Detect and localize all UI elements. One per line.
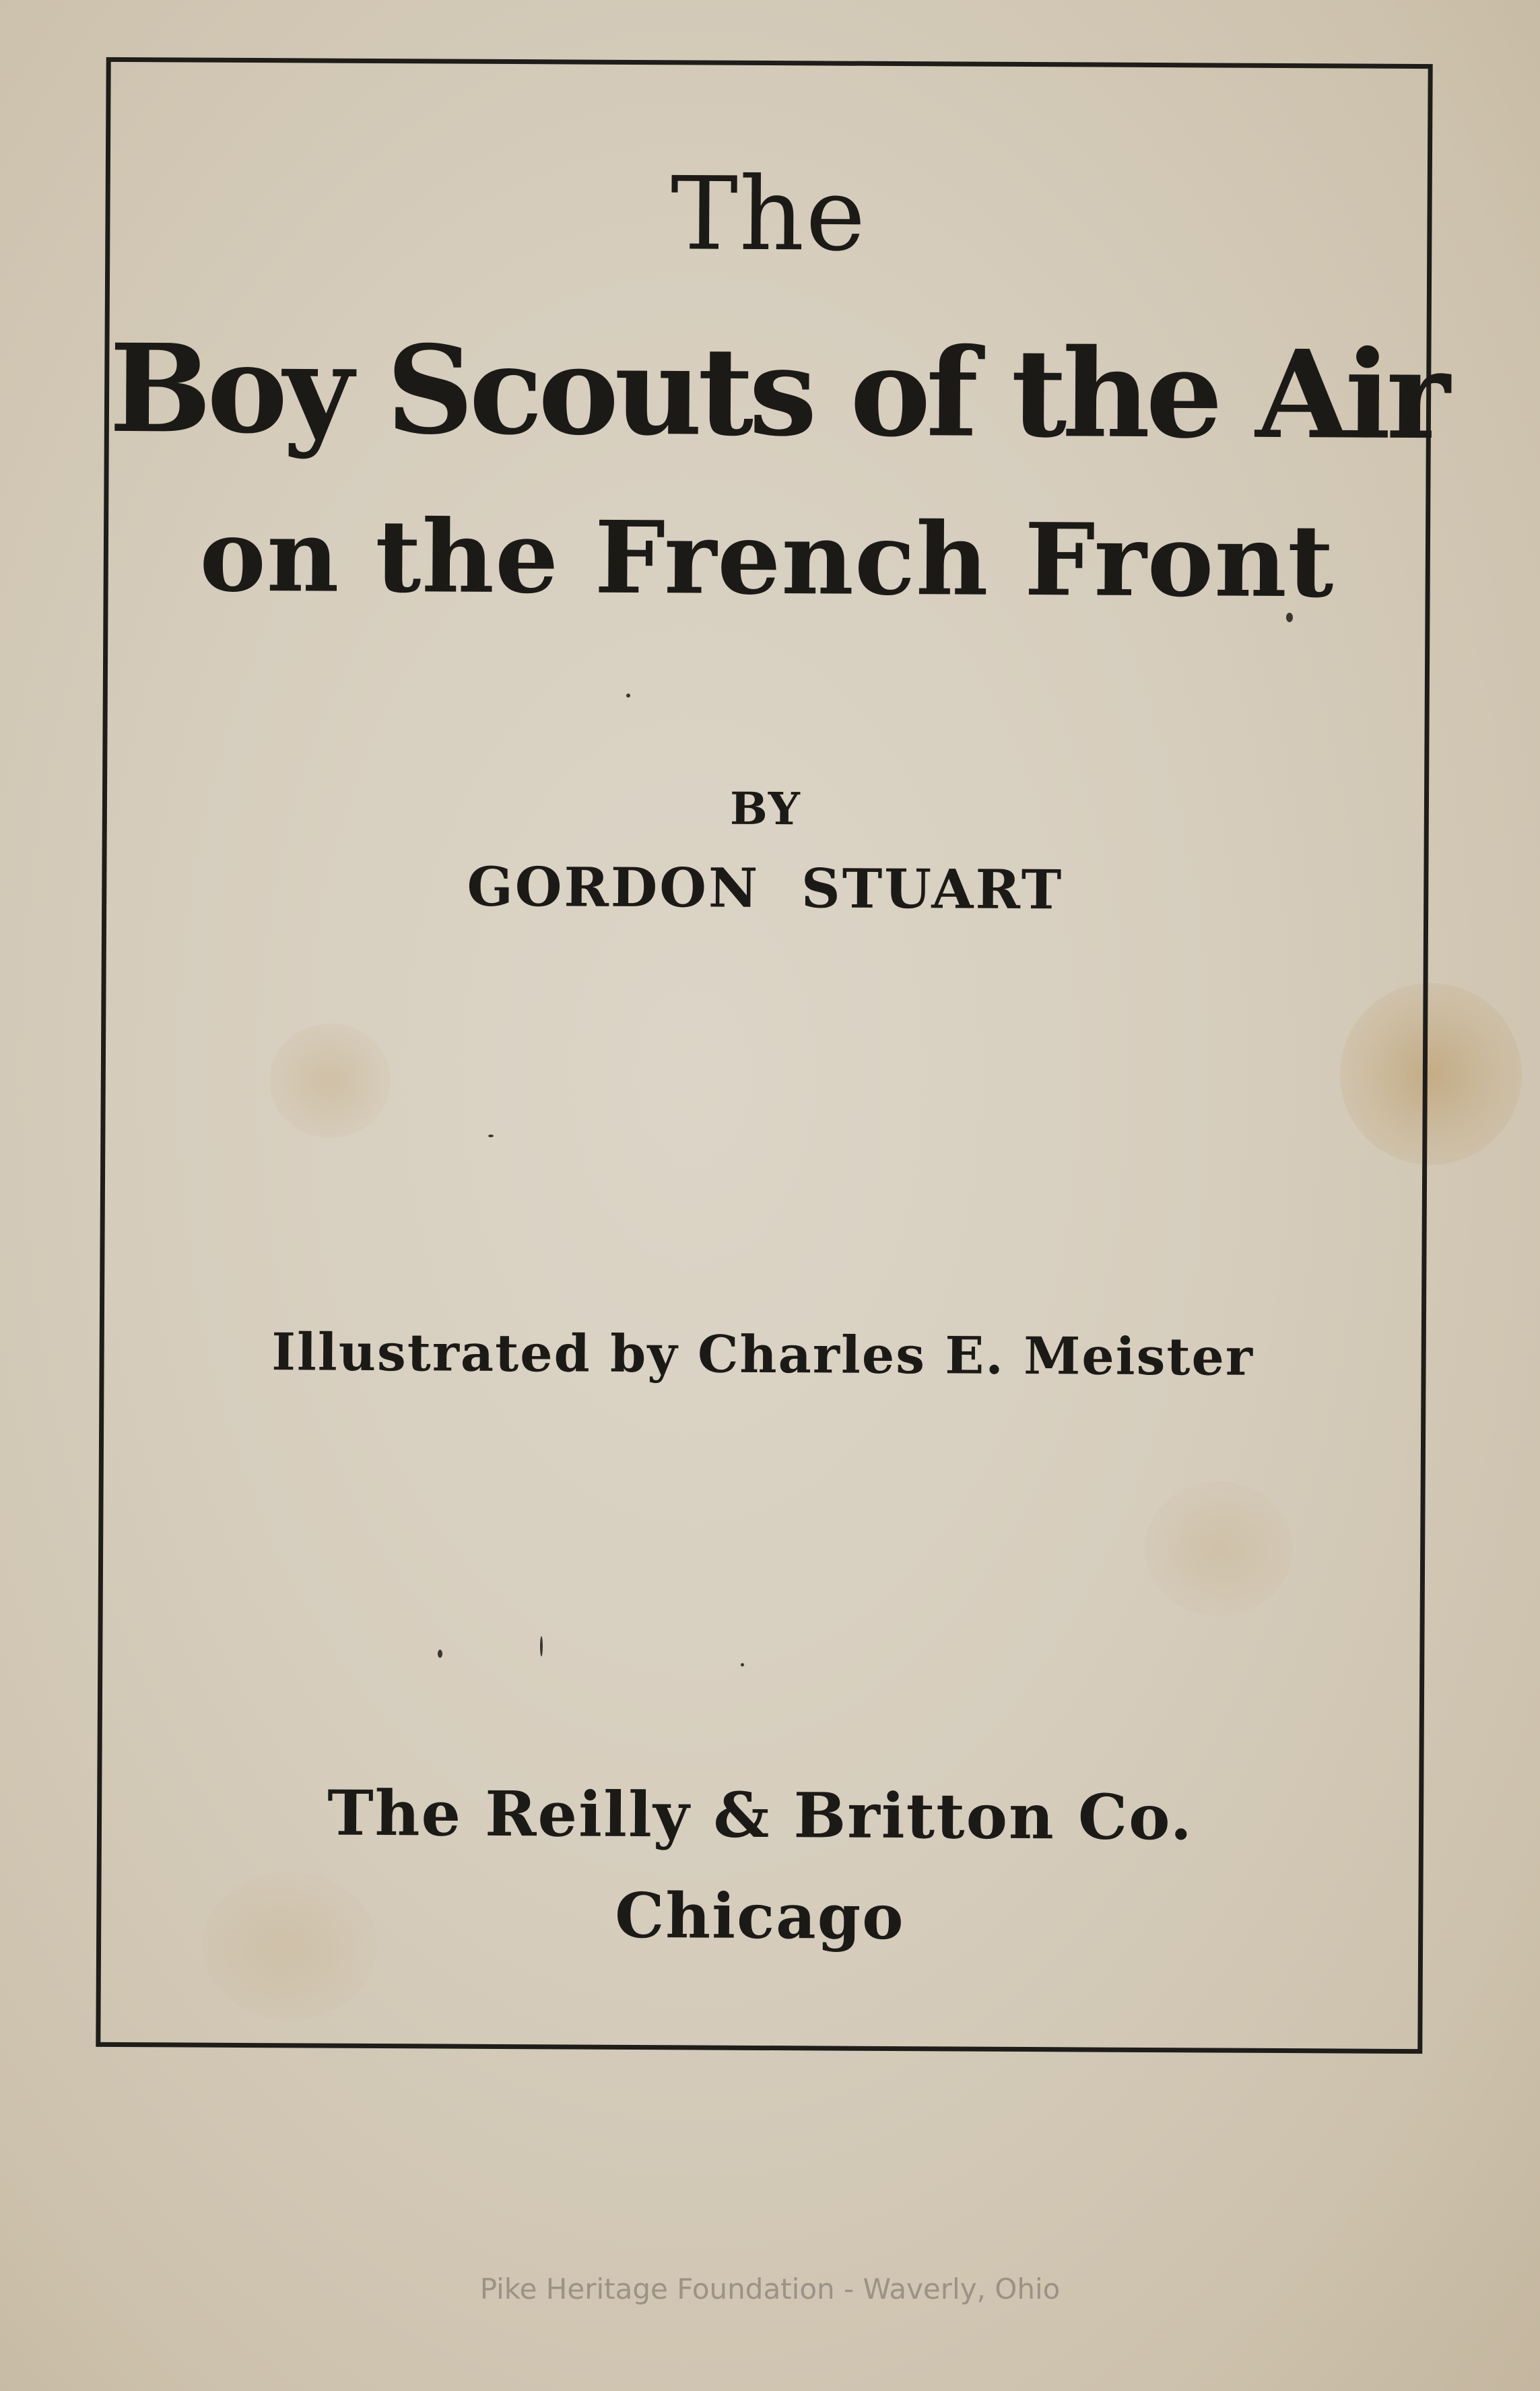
title-border-frame — [96, 57, 1446, 2054]
watermark-text: Pike Heritage Foundation - Waverly, Ohio — [479, 2272, 1061, 2305]
title-line-the: The — [670, 156, 867, 274]
author-name: GORDON STUART — [467, 854, 1064, 922]
by-label: BY — [729, 782, 801, 836]
publisher-name: The Reilly & Britton Co. — [327, 1776, 1194, 1854]
illustrator-credit: Illustrated by Charles E. Meister — [271, 1322, 1254, 1387]
publisher-city: Chicago — [614, 1879, 905, 1954]
book-subtitle: on the French Front — [199, 496, 1335, 620]
book-title: Boy Scouts of the Air — [108, 317, 1446, 467]
